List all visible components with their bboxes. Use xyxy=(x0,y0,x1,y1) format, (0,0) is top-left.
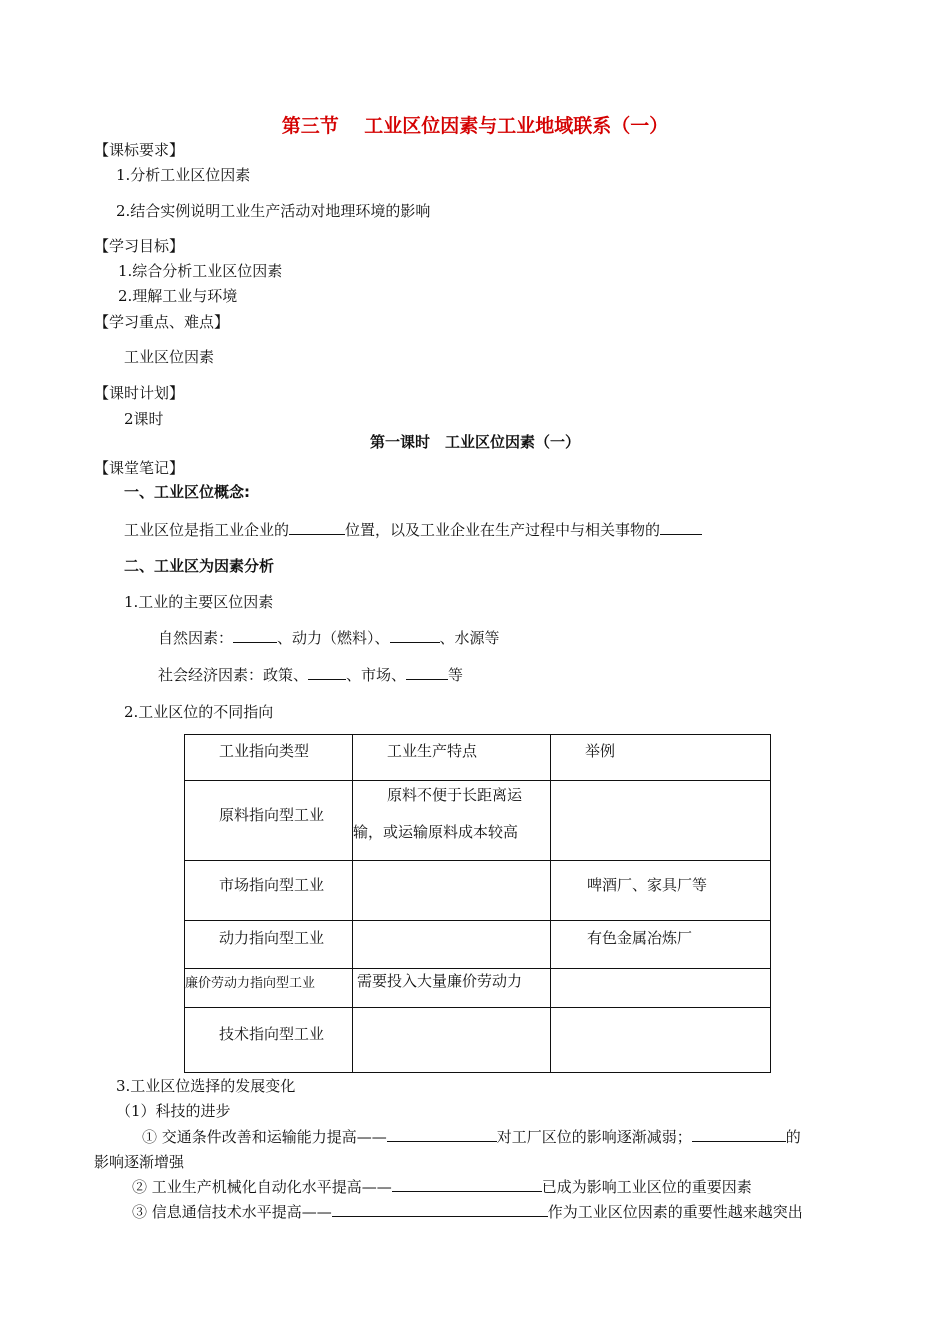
table-cell xyxy=(353,781,551,861)
lesson-title: 第一课时 工业区位因素（一） xyxy=(369,433,580,451)
development-item-1-cont: 影响逐渐增强 xyxy=(94,1153,185,1171)
schedule-heading: 【课时计划】 xyxy=(94,384,185,402)
notes-heading: 【课堂笔记】 xyxy=(94,459,185,477)
section-2-sub-2: 2.工业区位的不同指向 xyxy=(124,703,274,721)
development-item-1 xyxy=(142,1127,801,1147)
table-header-row xyxy=(185,735,771,781)
table-cell xyxy=(551,921,771,969)
answer-blank[interactable] xyxy=(387,1127,497,1142)
section-2-sub-1: 1.工业的主要区位因素 xyxy=(124,593,274,611)
objectives-item-2: 2.理解工业与环境 xyxy=(118,287,238,305)
development-item-2 xyxy=(132,1177,752,1197)
item-3-text-a: ③ 信息通信技术水平提高—— xyxy=(132,1203,332,1221)
row-type: 技术指向型工业 xyxy=(219,1025,325,1043)
orientation-table xyxy=(184,734,771,1073)
focus-text: 工业区位因素 xyxy=(124,348,215,366)
table-row xyxy=(185,1008,771,1073)
concept-text-b: 位置，以及工业企业在生产过程中与相关事物的 xyxy=(345,521,661,539)
social-text-a: 社会经济因素：政策、 xyxy=(158,666,309,684)
row-feature-line-2: 输，或运输原料成本较高 xyxy=(353,823,519,841)
item-1-text-c: 的 xyxy=(785,1128,801,1146)
table-row xyxy=(185,969,771,1008)
development-heading: 3.工业区位选择的发展变化 xyxy=(116,1077,296,1095)
schedule-text: 2课时 xyxy=(124,410,164,428)
row-example: 有色金属冶炼厂 xyxy=(587,929,693,947)
header-feature: 工业生产特点 xyxy=(387,742,478,760)
item-1-text-a: ① 交通条件改善和运输能力提高—— xyxy=(142,1128,387,1146)
answer-blank[interactable] xyxy=(289,520,345,535)
table-cell[interactable] xyxy=(353,921,551,969)
row-feature: 需要投入大量廉价劳动力 xyxy=(357,972,523,990)
table-cell xyxy=(185,921,353,969)
table-row xyxy=(185,921,771,969)
objectives-item-1: 1.综合分析工业区位因素 xyxy=(118,262,283,280)
item-1-text-b: 对工厂区位的影响逐渐减弱； xyxy=(496,1128,692,1146)
natural-text-a: 自然因素： xyxy=(158,629,234,647)
objectives-heading: 【学习目标】 xyxy=(94,237,185,255)
curriculum-item-2: 2.结合实例说明工业生产活动对地理环境的影响 xyxy=(116,202,431,220)
natural-text-c: 、水源等 xyxy=(439,629,500,647)
answer-blank[interactable] xyxy=(392,1177,542,1192)
table-cell[interactable] xyxy=(353,861,551,921)
answer-blank[interactable] xyxy=(692,1127,786,1142)
answer-blank[interactable] xyxy=(308,665,346,680)
table-cell xyxy=(353,969,551,1008)
row-type: 市场指向型工业 xyxy=(219,876,325,894)
row-type: 原料指向型工业 xyxy=(219,806,325,824)
answer-blank[interactable] xyxy=(406,665,448,680)
row-example: 啤酒厂、家具厂等 xyxy=(587,876,708,894)
table-cell xyxy=(185,1008,353,1073)
table-cell xyxy=(185,861,353,921)
table-cell[interactable] xyxy=(551,781,771,861)
table-cell xyxy=(353,735,551,781)
social-text-b: 、市场、 xyxy=(346,666,407,684)
social-text-c: 等 xyxy=(448,666,464,684)
item-3-text-b: 作为工业区位因素的重要性越来越突出 xyxy=(547,1203,803,1221)
natural-text-b: 、动力（燃料）、 xyxy=(277,629,390,647)
header-example: 举例 xyxy=(585,742,616,760)
table-cell xyxy=(185,781,353,861)
curriculum-item-1: 1.分析工业区位因素 xyxy=(116,166,251,184)
natural-factors-line xyxy=(158,628,500,648)
row-feature-line-1: 原料不便于长距离运 xyxy=(387,786,523,804)
table-cell xyxy=(551,861,771,921)
table-cell xyxy=(185,969,353,1008)
item-2-text-b: 已成为影响工业区位的重要因素 xyxy=(541,1178,752,1196)
item-2-text-a: ② 工业生产机械化自动化水平提高—— xyxy=(132,1178,392,1196)
development-sub: （1）科技的进步 xyxy=(116,1102,231,1120)
concept-text-a: 工业区位是指工业企业的 xyxy=(124,521,290,539)
development-item-3 xyxy=(132,1202,803,1222)
answer-blank[interactable] xyxy=(332,1202,548,1217)
header-type: 工业指向类型 xyxy=(219,742,310,760)
section-2-heading: 二、工业区为因素分析 xyxy=(124,557,275,575)
table-cell[interactable] xyxy=(353,1008,551,1073)
table-row xyxy=(185,781,771,861)
focus-heading: 【学习重点、难点】 xyxy=(94,313,230,331)
row-type: 廉价劳动力指向型工业 xyxy=(185,976,316,991)
answer-blank[interactable] xyxy=(233,628,277,643)
table-cell[interactable] xyxy=(551,969,771,1008)
answer-blank[interactable] xyxy=(390,628,440,643)
row-type: 动力指向型工业 xyxy=(219,929,325,947)
table-row xyxy=(185,861,771,921)
section-1-heading: 一、工业区位概念: xyxy=(124,483,250,501)
concept-line xyxy=(124,520,702,540)
table-cell[interactable] xyxy=(551,1008,771,1073)
curriculum-heading: 【课标要求】 xyxy=(94,141,185,159)
answer-blank[interactable] xyxy=(660,520,702,535)
page-title: 第三节 工业区位因素与工业地域联系（一） xyxy=(281,115,669,137)
table-cell xyxy=(185,735,353,781)
social-factors-line xyxy=(158,665,463,685)
table-cell xyxy=(551,735,771,781)
